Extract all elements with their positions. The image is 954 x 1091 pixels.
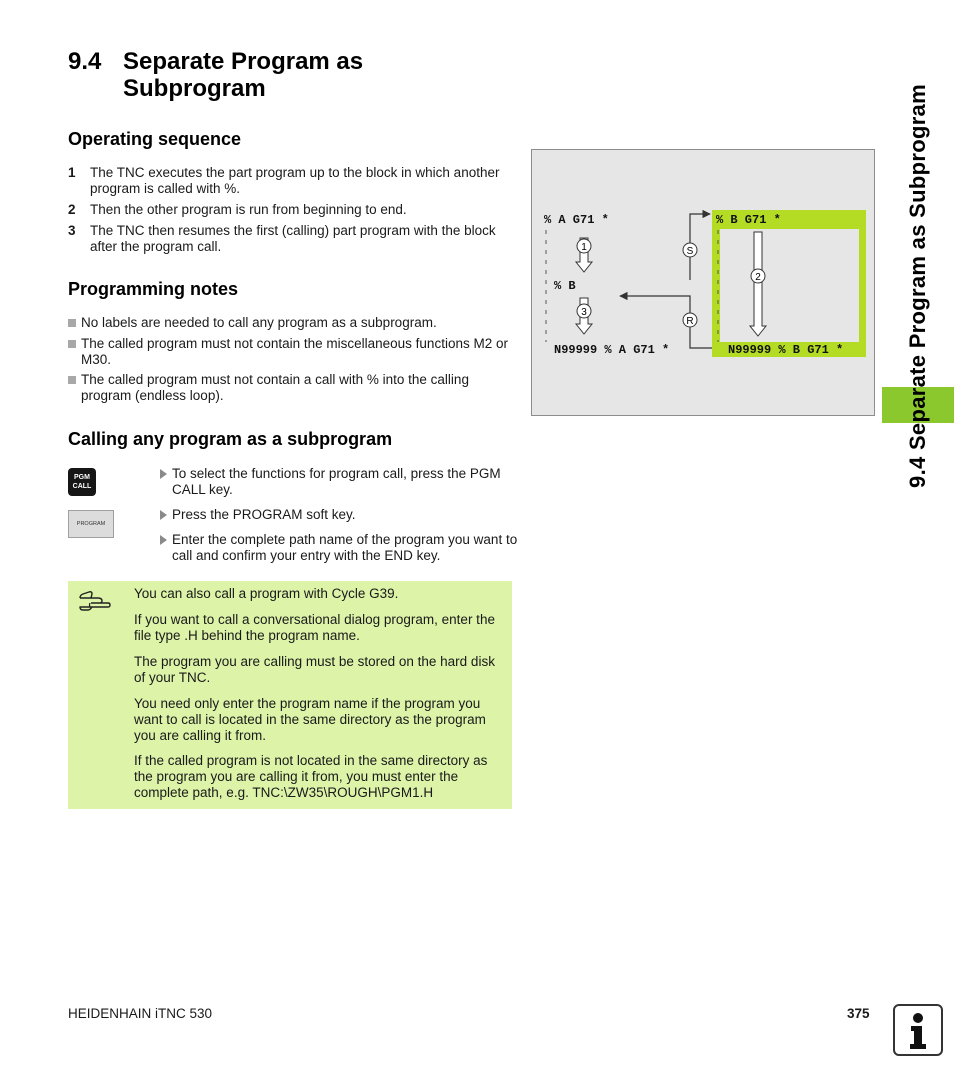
pgm-call-key-icon	[68, 468, 96, 496]
prog-b-start: % B G71 *	[716, 213, 781, 227]
sequence-step	[68, 202, 508, 218]
action-step	[160, 466, 520, 498]
bullet-square-icon	[68, 319, 76, 327]
action-text: To select the functions for program call, press the PGM CALL key.	[172, 466, 501, 497]
section-number: 9.4	[68, 48, 102, 75]
info-icon	[893, 1004, 943, 1056]
note-item	[68, 372, 508, 404]
pgm-key-label-2: CALL	[72, 483, 92, 490]
step-text: Then the other program is run from beginning to end.	[90, 202, 407, 217]
tip-box	[68, 581, 512, 809]
action-text: Press the PROGRAM soft key.	[172, 507, 356, 522]
footer-product: HEIDENHAIN iTNC 530	[68, 1006, 213, 1021]
action-text: Enter the complete path name of the program you want to call and confirm your entry with the END key.	[172, 532, 518, 563]
note-text: No labels are needed to call any program as a subprogram.	[81, 315, 437, 330]
prog-a-end: N99999 % A G71 *	[554, 343, 670, 357]
sequence-step	[68, 165, 508, 197]
bullet-square-icon	[68, 340, 76, 348]
calling-heading: Calling any program as a subprogram	[68, 429, 393, 449]
marker-r: R	[686, 316, 694, 327]
pgm-key-label-1: PGM	[74, 474, 90, 481]
operating-sequence-heading: Operating sequence	[68, 129, 242, 149]
step-text: The TNC then resumes the first (calling) part program with the block after the program call.	[90, 223, 496, 254]
tip-paragraph: If the called program is not located in the same directory as the program you are calling it from, you must enter the complete path, e.g. TNC:\ZW35\ROUGH\PGM1.H	[134, 753, 488, 800]
tip-paragraph: The program you are calling must be stored on the hard disk of your TNC.	[134, 654, 495, 685]
marker-2: 2	[755, 272, 761, 283]
prog-b-end: N99999 % B G71 *	[728, 343, 844, 357]
prog-a-start: % A G71 *	[544, 213, 609, 227]
step-number: 1	[68, 165, 76, 180]
prog-a-call: % B	[554, 279, 576, 293]
title-line-2: Subprogram	[123, 75, 266, 102]
info-i-glyph	[895, 1006, 941, 1054]
programming-notes-heading: Programming notes	[68, 279, 239, 299]
triangle-right-icon	[160, 510, 167, 520]
tip-paragraph: You need only enter the program name if the program you want to call is located in the same directory as the program you are calling it from.	[134, 696, 486, 743]
marker-1: 1	[581, 242, 587, 253]
pointing-hand-icon	[78, 589, 112, 613]
program-softkey-icon: PROGRAM	[68, 510, 114, 538]
marker-3: 3	[581, 307, 587, 318]
note-text: The called program must not contain a call with % into the calling program (endless loop).	[81, 372, 469, 403]
page-title	[68, 48, 363, 102]
tip-paragraph: You can also call a program with Cycle G39.	[134, 586, 399, 601]
step-text: The TNC executes the part program up to the block in which another program is called with %.	[90, 165, 500, 196]
action-step	[160, 507, 520, 523]
diagram-canvas	[532, 150, 874, 415]
note-item	[68, 315, 508, 331]
note-text: The called program must not contain the miscellaneous functions M2 or M30.	[81, 336, 508, 367]
step-number: 2	[68, 202, 76, 217]
subprogram-diagram	[531, 149, 875, 416]
bullet-square-icon	[68, 376, 76, 384]
action-step	[160, 532, 520, 564]
sidebar-text: 9.4 Separate Program as Subprogram	[905, 84, 930, 488]
triangle-right-icon	[160, 469, 167, 479]
step-number: 3	[68, 223, 76, 238]
triangle-right-icon	[160, 535, 167, 545]
title-line-1: Separate Program as	[123, 48, 364, 75]
sequence-step	[68, 223, 508, 255]
page-number: 375	[847, 1006, 870, 1021]
tip-paragraph: If you want to call a conversational dialog program, enter the file type .H behind the program name.	[134, 612, 495, 643]
marker-s: S	[686, 246, 694, 257]
note-item	[68, 336, 508, 368]
